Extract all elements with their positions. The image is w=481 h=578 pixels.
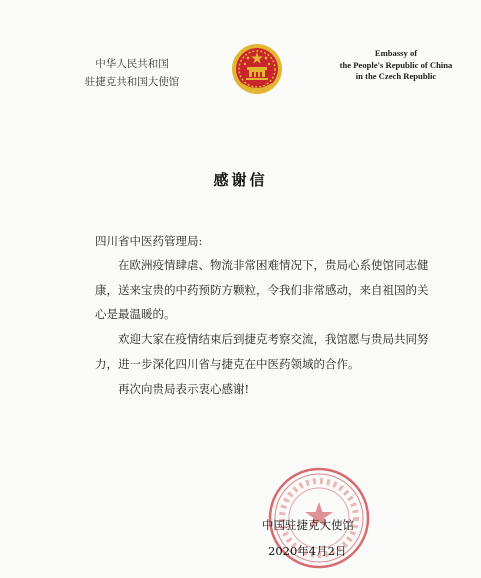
letterhead-chinese-line1: 中华人民共和国 — [95, 58, 169, 70]
letterhead-chinese-line2: 驻捷克共和国大使馆 — [84, 76, 180, 88]
national-emblem-icon — [231, 43, 283, 95]
letter-date: 2020年4月2日 — [268, 544, 347, 558]
letterhead-chinese — [62, 55, 202, 91]
paragraph-2: 欢迎大家在疫情结束后到捷克考察交流，我馆愿与贵局共同努力，进一步深化四川省与捷克在中医药领域的合作。 — [95, 332, 429, 371]
letterhead-english — [330, 48, 462, 83]
paragraph-3: 再次向贵局表示衷心感谢! — [118, 382, 250, 396]
signature: 中国驻捷克大使馆 — [262, 518, 354, 532]
letterhead-english-line3: in the Czech Republic — [355, 71, 437, 81]
paragraph-1: 在欧洲疫情肆虐、物流非常困难情况下，贵局心系使馆同志健康，送来宝贵的中药预防方颗粒，令我们非常感动，来自祖国的关心是最温暖的。 — [95, 258, 429, 321]
letterhead-english-line1: Embassy of — [374, 48, 418, 58]
salutation: 四川省中医药管理局: — [95, 234, 203, 248]
letterhead-english-line2: the People's Republic of China — [339, 59, 453, 70]
letter-title: 感谢信 — [213, 171, 268, 189]
